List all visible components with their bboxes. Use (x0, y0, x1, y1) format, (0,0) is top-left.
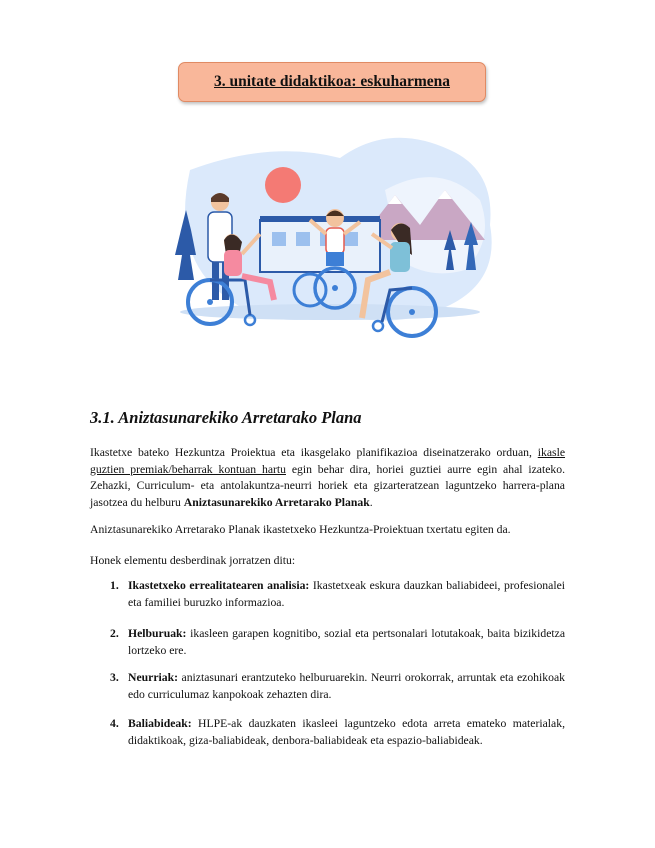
list-item-number: 4. (110, 717, 119, 730)
intro-underlined: ikasle guztien premiak/beharrak kontuan hartu (90, 446, 566, 476)
plan-paragraph: Aniztasunarekiko Arretarako Planak ikastetxeko Hezkuntza-Proiektuan txertatu egiten da. (90, 523, 511, 536)
elements-paragraph: Honek elementu desberdinak jorratzen ditu: (90, 554, 296, 567)
list-item-label: Baliabideak: (128, 717, 192, 730)
list-item (90, 670, 565, 703)
sun-icon (265, 167, 301, 203)
intro-text-a: Ikastetxe bateko Hezkuntza Proiektua eta ikasgelako planifikazioa diseinatzerako orduan, (90, 446, 532, 459)
intro-bold: Aniztasunarekiko Arretarako Planak (183, 495, 370, 509)
intro-paragraph (90, 445, 565, 511)
list-item-number: 3. (110, 671, 119, 684)
list-item-number: 2. (110, 627, 119, 640)
list-item-label: Ikastetxeko errealitatearen analisia: (128, 579, 310, 592)
list-item-text: aniztasunari erantzuteko helburuarekin. Neurri orokorrak, arruntak eta ezohikoak edo curriculumaz kanpokoak zehazten dira. (128, 671, 565, 701)
unit-title: 3. unitate didaktikoa: eskuharmena (214, 73, 450, 90)
list-item-label: Helburuak: (128, 627, 187, 640)
list-item-label: Neurriak: (128, 671, 178, 684)
intro-text-c: egin behar dira, horiei guztiei aurre egin ahal izateko. Zehazki, Curriculum- eta antolakuntza-neurri horiek eta gizarteratzean laguntzeko harrera-plana jasotzea du helburu (90, 462, 566, 509)
list-item (90, 578, 565, 611)
list-item-number: 1. (110, 579, 119, 592)
list-item-text: HLPE-ak dauzkaten ikasleei laguntzeko edota arreta emateko materialak, didaktikoak, giza-baliabideak, denbora-baliabideak eta espazio-baliabideak. (128, 717, 565, 747)
list-item (90, 716, 565, 749)
intro-text-e: . (369, 495, 373, 509)
section-heading: 3.1. Aniztasunarekiko Arretarako Plana (90, 408, 362, 427)
list-item-text: Ikastetxeak eskura dauzkan baliabideei, profesionalei eta familiei buruzko informazioa. (128, 579, 565, 609)
inclusion-illustration (150, 130, 505, 380)
list-item-text: ikasleen garapen kognitibo, sozial eta pertsonalari lotutakoak, baita bizikidetza lortzeko ere. (128, 627, 566, 657)
list-item (90, 626, 565, 659)
unit-title-box (178, 62, 486, 102)
